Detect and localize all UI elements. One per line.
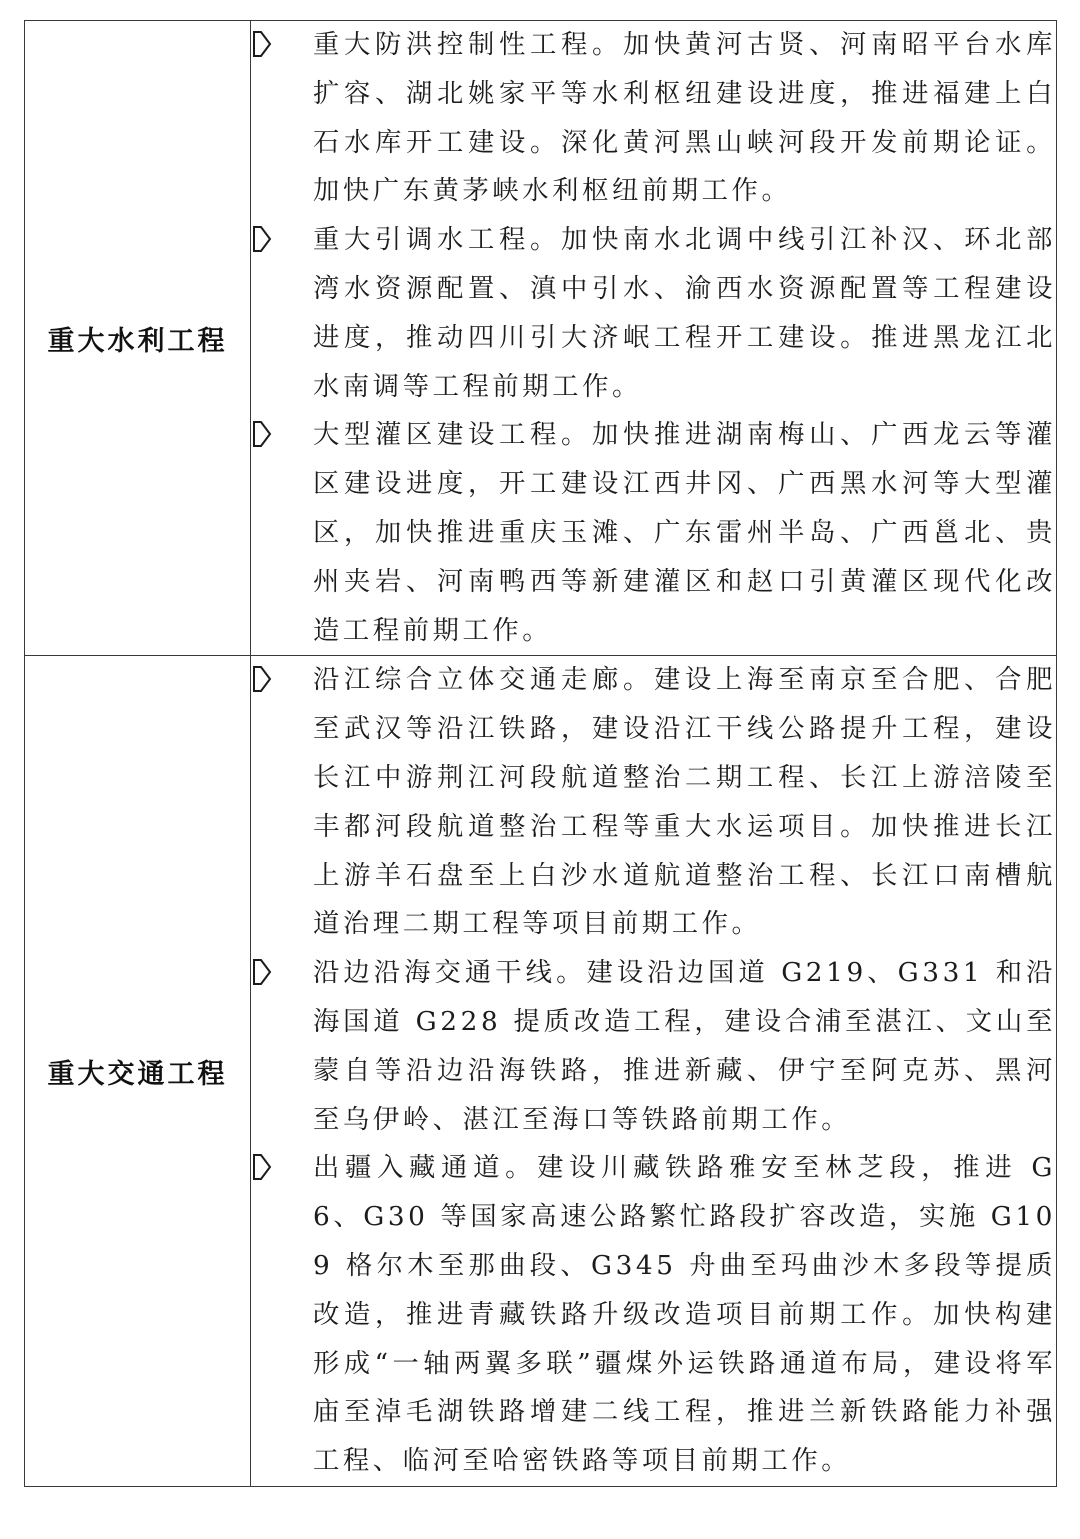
item-text: 重大引调水工程。加快南水北调中线引江补汉、环北部湾水资源配置、滇中引水、渝西水资源配置等工程建设进度，推动四川引大济岷工程开工建设。推进黑龙江北水南调等工程前期工作。 bbox=[313, 225, 1056, 402]
item-text: 沿边沿海交通干线。建设沿边国道 G219、G331 和沿海国道 G228 提质改造工程，建设合浦至湛江、文山至蒙自等沿边沿海铁路，推进新藏、伊宁至阿克苏、黑河至乌伊岭、湛江至海口等铁路前期工作。 bbox=[313, 958, 1056, 1135]
hollow-arrow-right-icon bbox=[251, 224, 273, 254]
projects-table bbox=[24, 20, 1057, 1487]
table-row bbox=[25, 656, 1057, 1487]
list-item bbox=[251, 411, 1056, 655]
list-item bbox=[251, 1144, 1056, 1486]
item-text: 重大防洪控制性工程。加快黄河古贤、河南昭平台水库扩容、湖北姚家平等水利枢纽建设进度，推进福建上白石水库开工建设。深化黄河黑山峡河段开发前期论证。加快广东黄茅峡水利枢纽前期工作。 bbox=[313, 30, 1056, 207]
list-item bbox=[251, 949, 1056, 1144]
category-cell: 重大水利工程 bbox=[25, 21, 251, 656]
items-cell bbox=[251, 21, 1057, 656]
list-item bbox=[251, 656, 1056, 949]
list-item bbox=[251, 216, 1056, 411]
item-text: 沿江综合立体交通走廊。建设上海至南京至合肥、合肥至武汉等沿江铁路，建设沿江干线公路提升工程，建设长江中游荆江河段航道整治二期工程、长江上游涪陵至丰都河段航道整治工程等重大水运项目。加快推进长江上游羊石盘至上白沙水道航道整治工程、长江口南槽航道治理二期工程等项目前期工作。 bbox=[313, 665, 1056, 940]
item-text: 大型灌区建设工程。加快推进湖南梅山、广西龙云等灌区建设进度，开工建设江西井冈、广西黑水河等大型灌区，加快推进重庆玉滩、广东雷州半岛、广西邕北、贵州夹岩、河南鸭西等新建灌区和赵口引黄灌区现代化改造工程前期工作。 bbox=[313, 420, 1056, 646]
hollow-arrow-right-icon bbox=[251, 1152, 273, 1182]
table-row bbox=[25, 21, 1057, 656]
hollow-arrow-right-icon bbox=[251, 419, 273, 449]
list-item bbox=[251, 21, 1056, 216]
hollow-arrow-right-icon bbox=[251, 29, 273, 59]
category-cell: 重大交通工程 bbox=[25, 656, 251, 1487]
item-text: 出疆入藏通道。建设川藏铁路雅安至林芝段，推进 G6、G30 等国家高速公路繁忙路段扩容改造，实施 G109 格尔木至那曲段、G345 舟曲至玛曲沙木多段等提质改造，推进青藏铁路升级改造项目前期工作。加快构建形成“一轴两翼多联”疆煤外运铁路通道布局，建设将军庙至淖毛湖铁路增建二线工程，推进兰新铁路能力补强工程、临河至哈密铁路等项目前期工作。 bbox=[313, 1153, 1056, 1477]
hollow-arrow-right-icon bbox=[251, 957, 273, 987]
hollow-arrow-right-icon bbox=[251, 664, 273, 694]
items-cell bbox=[251, 656, 1057, 1487]
